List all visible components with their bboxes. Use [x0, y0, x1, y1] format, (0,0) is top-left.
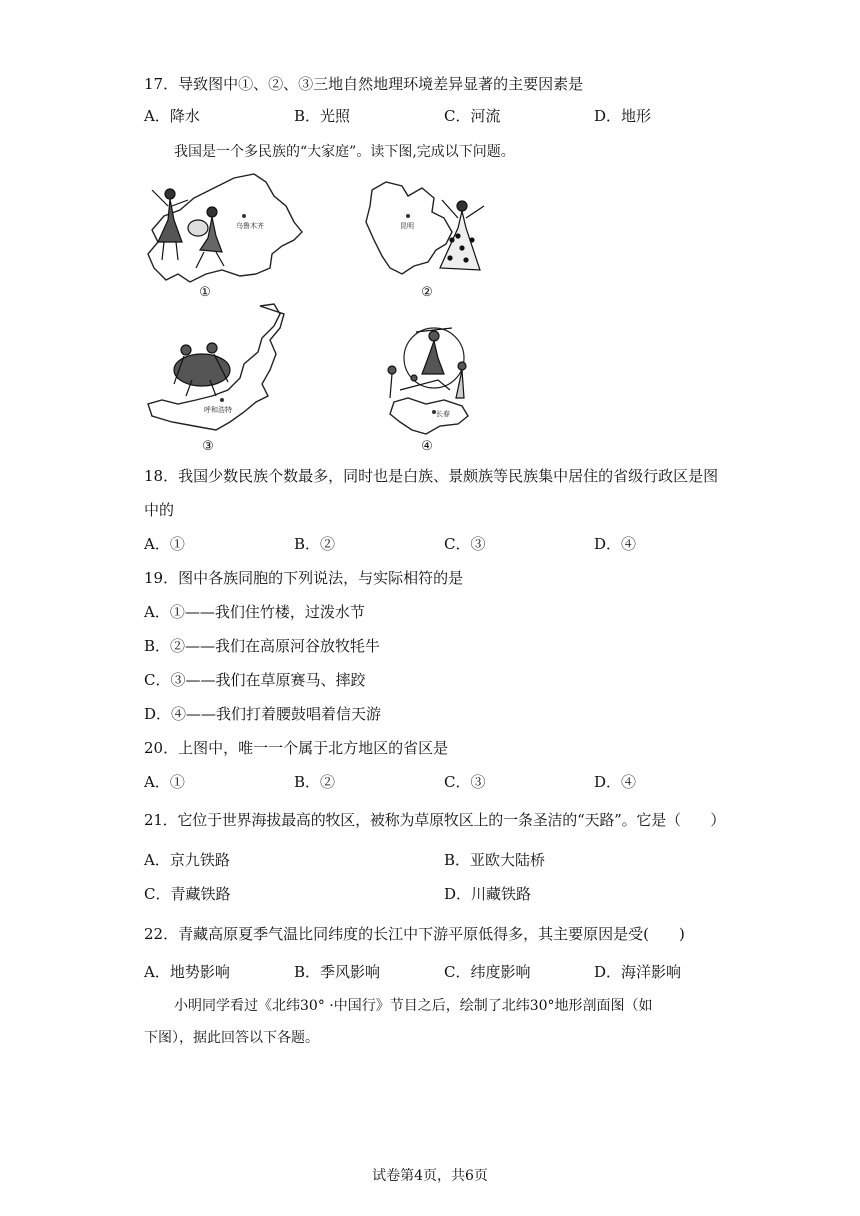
q21-option-c: C．青藏铁路 — [144, 885, 231, 903]
figure-4-caption: ④ — [421, 439, 433, 454]
figure-1-xinjiang — [144, 170, 314, 285]
question-21-stem: 21．它位于世界海拔最高的牧区，被称为草原牧区上的一条圣洁的“天路”。它是（ ） — [144, 811, 726, 829]
q17-option-b: B．光照 — [294, 107, 351, 125]
q22-option-b: B．季风影响 — [294, 963, 381, 981]
q21-option-b: B．亚欧大陆桥 — [444, 851, 546, 869]
q22-option-d: D．海洋影响 — [594, 963, 682, 981]
figure-3-city: 呼和浩特 — [204, 406, 232, 414]
figure-4-jilin — [378, 318, 486, 440]
page-footer: 试卷第4页，共6页 — [372, 1168, 488, 1184]
q17-option-d: D．地形 — [594, 107, 652, 125]
question-18-stem-line2: 中的 — [144, 501, 175, 519]
figure-2-yunnan — [362, 178, 492, 286]
q20-option-b: B．② — [294, 773, 336, 791]
question-17-stem: 17．导致图中①、②、③三地自然地理环境差异显著的主要因素是 — [144, 75, 584, 93]
q21-option-a: A．京九铁路 — [144, 851, 230, 869]
q22-option-c: C．纬度影响 — [444, 963, 531, 981]
q17-option-a: A．降水 — [144, 107, 200, 125]
question-19-stem: 19．图中各族同胞的下列说法，与实际相符的是 — [144, 569, 464, 587]
q21-option-d: D．川藏铁路 — [444, 885, 532, 903]
q18-option-d: D．④ — [594, 535, 637, 553]
figure-3-inner-mongolia — [144, 300, 304, 436]
question-22-stem: 22．青藏高原夏季气温比同纬度的长江中下游平原低得多，其主要原因是受( ) — [144, 925, 685, 943]
q20-option-d: D．④ — [594, 773, 637, 791]
q18-option-a: A．① — [144, 535, 185, 553]
profile-intro-line1: 小明同学看过《北纬30° ·中国行》节目之后，绘制了北纬30°地形剖面图（如 — [174, 998, 653, 1014]
profile-intro-line2: 下图），据此回答以下各题。 — [144, 1030, 319, 1046]
q18-option-c: C．③ — [444, 535, 486, 553]
q18-option-b: B．② — [294, 535, 336, 553]
q19-option-c: C．③——我们在草原赛马、摔跤 — [144, 671, 366, 689]
figure-3-caption: ③ — [202, 439, 214, 454]
q19-option-b: B．②——我们在高原河谷放牧牦牛 — [144, 637, 381, 655]
figure-2-city: 昆明 — [400, 222, 414, 230]
q22-option-a: A．地势影响 — [144, 963, 230, 981]
figure-1-caption: ① — [199, 285, 211, 300]
q20-option-a: A．① — [144, 773, 185, 791]
q19-option-a: A．①——我们住竹楼，过泼水节 — [144, 603, 365, 621]
ethnic-intro: 我国是一个多民族的“大家庭”。读下图,完成以下问题。 — [174, 144, 515, 160]
q19-option-d: D．④——我们打着腰鼓唱着信天游 — [144, 705, 382, 723]
figure-4-city: 长春 — [436, 410, 450, 418]
question-20-stem: 20．上图中，唯一一个属于北方地区的省区是 — [144, 739, 449, 757]
q20-option-c: C．③ — [444, 773, 486, 791]
figure-2-caption: ② — [421, 285, 433, 300]
question-18-stem-line1: 18．我国少数民族个数最多，同时也是白族、景颇族等民族集中居住的省级行政区是图 — [144, 467, 719, 485]
q17-option-c: C．河流 — [444, 107, 501, 125]
figure-1-city: 乌鲁木齐 — [236, 222, 264, 230]
